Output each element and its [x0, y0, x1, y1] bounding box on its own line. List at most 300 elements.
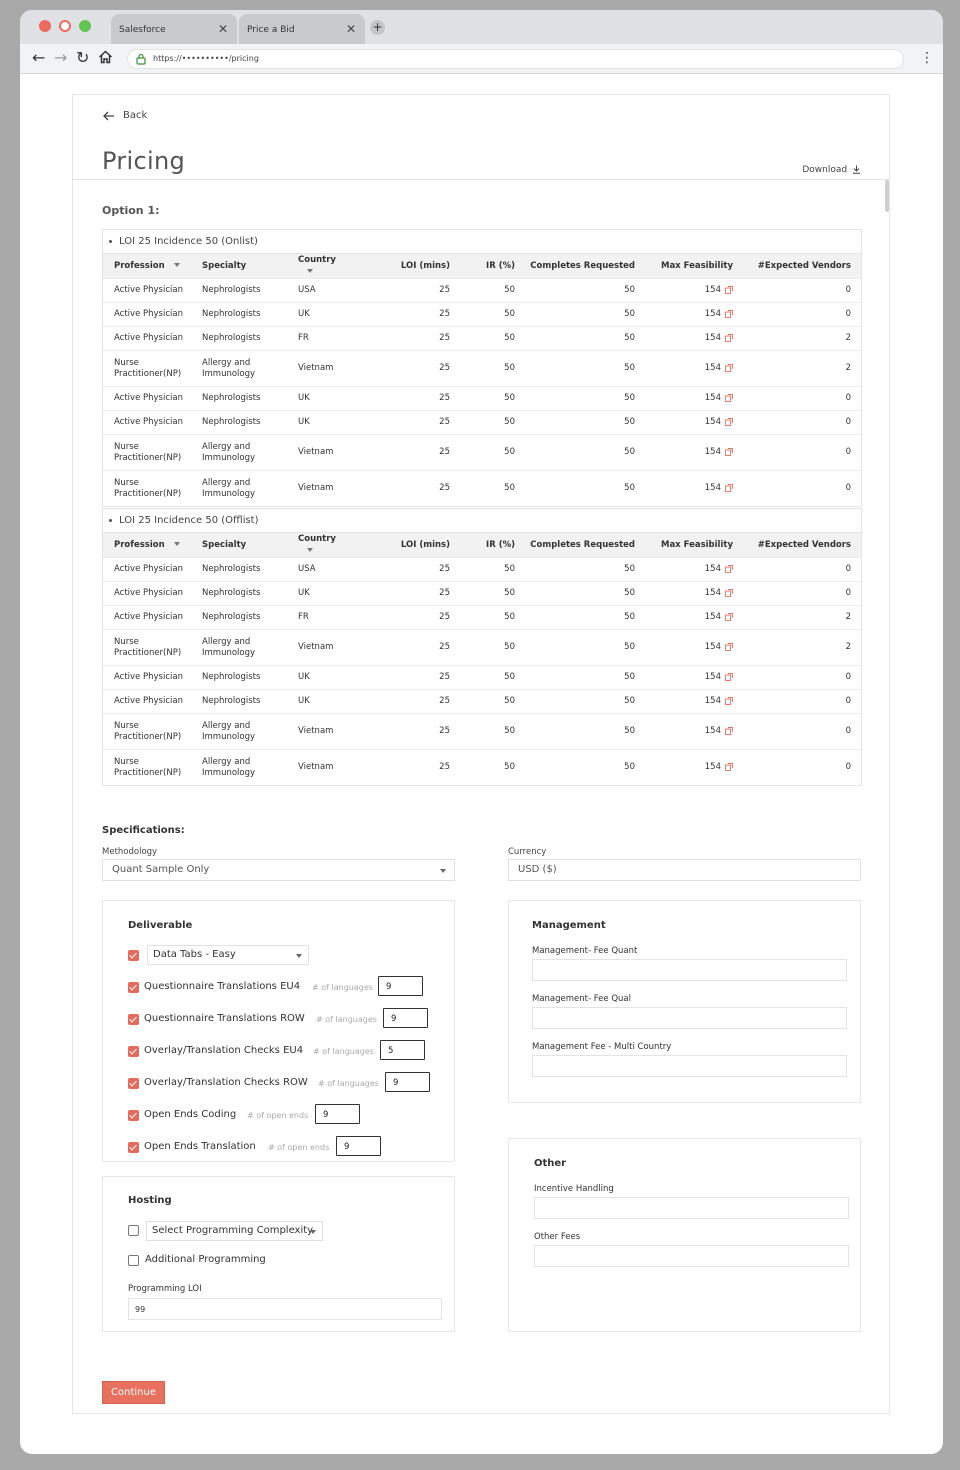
other-title: Other: [534, 1158, 567, 1169]
header-specialty: [192, 261, 288, 272]
sort-icon[interactable]: [307, 269, 313, 273]
table-row: [103, 386, 861, 410]
cell-profession: [103, 478, 192, 500]
cell-loi-value: 25: [439, 393, 450, 403]
cell-ir-value: 50: [504, 612, 515, 622]
sort-icon[interactable]: [307, 548, 313, 552]
cell-loi: [350, 333, 453, 344]
cell-completes: [517, 333, 637, 344]
group-title-text: LOI 25 Incidence 50 (Onlist): [119, 236, 258, 247]
feasibility-icon[interactable]: [725, 763, 733, 771]
header-completes-requested: [517, 540, 637, 551]
programming-complexity-placeholder: Select Programming Complexity: [152, 1225, 314, 1236]
cell-completes-value: 50: [624, 564, 635, 574]
cell-country-value: UK: [298, 696, 310, 706]
cell-ir: [453, 696, 517, 707]
column-label: Country: [298, 255, 336, 265]
deliverable-checkbox[interactable]: [128, 1046, 139, 1057]
cell-ir: [453, 762, 517, 773]
header-profession[interactable]: [103, 540, 192, 551]
cell-country: [288, 612, 350, 623]
cell-profession-value: Active Physician: [114, 285, 183, 295]
cell-ir-value: 50: [504, 393, 515, 403]
cell-feasibility: [637, 483, 739, 494]
cell-feasibility: [637, 363, 739, 374]
cell-loi: [350, 696, 453, 707]
feasibility-icon[interactable]: [725, 364, 733, 372]
sort-icon[interactable]: [174, 263, 180, 267]
cell-specialty: [192, 696, 288, 707]
column-label: Country: [298, 534, 336, 544]
scrollbar[interactable]: [885, 180, 889, 212]
cell-vendors: [739, 447, 861, 458]
cell-feasibility: [637, 417, 739, 428]
management-fee-multi-country-label: Management Fee - Multi Country: [532, 1042, 672, 1052]
cell-ir-value: 50: [504, 696, 515, 706]
other-fees-input[interactable]: [534, 1245, 849, 1267]
deliverable-label: Questionnaire Translations EU4: [144, 981, 301, 992]
reload-icon[interactable]: ↻: [76, 48, 90, 67]
cell-completes: [517, 393, 637, 404]
cell-ir-value: 50: [504, 483, 515, 493]
cell-loi-value: 25: [439, 309, 450, 319]
cell-feasibility: [637, 612, 739, 623]
cell-ir: [453, 672, 517, 683]
methodology-select[interactable]: [102, 859, 455, 881]
cell-feasibility: [637, 309, 739, 320]
cell-specialty-value: Allergy and Immunology: [202, 477, 256, 499]
cell-ir-value: 50: [504, 447, 515, 457]
programming-loi-input[interactable]: [128, 1298, 442, 1320]
cell-profession: [103, 588, 192, 599]
tab-salesforce[interactable]: [111, 14, 237, 44]
column-label: Specialty: [202, 260, 247, 271]
cell-completes: [517, 285, 637, 296]
column-label: Profession: [114, 539, 165, 550]
management-fee-quant-label: Management- Fee Quant: [532, 946, 638, 956]
cell-specialty-value: Nephrologists: [202, 309, 261, 319]
cell-profession-value: Nurse Practitioner(NP): [114, 636, 182, 658]
cell-profession: [103, 358, 192, 380]
cell-specialty: [192, 564, 288, 575]
deliverable-label: Overlay/Translation Checks ROW: [144, 1077, 308, 1088]
cell-ir-value: 50: [504, 333, 515, 343]
cell-country: [288, 483, 350, 494]
cell-vendors: [739, 642, 861, 653]
table-row: [103, 410, 861, 434]
table-row: [103, 749, 861, 785]
cell-ir: [453, 363, 517, 374]
forward-arrow-icon[interactable]: →: [54, 48, 68, 67]
cell-loi-value: 25: [439, 696, 450, 706]
incentive-handling-label: Incentive Handling: [534, 1184, 614, 1194]
browser-window: [20, 10, 943, 1454]
cell-completes: [517, 447, 637, 458]
management-fee-quant-input[interactable]: [532, 959, 847, 981]
feasibility-icon[interactable]: [725, 394, 733, 402]
cell-feasibility-value: 154: [704, 564, 721, 574]
feasibility-icon[interactable]: [725, 310, 733, 318]
group-title-text: LOI 25 Incidence 50 (Offlist): [119, 515, 259, 526]
cell-country: [288, 564, 350, 575]
cell-ir-value: 50: [504, 285, 515, 295]
other-fees-label: Other Fees: [534, 1232, 581, 1242]
column-label: Profession: [114, 260, 165, 271]
cell-loi-value: 25: [439, 726, 450, 736]
deliverable-count-input[interactable]: [336, 1136, 381, 1156]
cell-completes: [517, 363, 637, 374]
data-tabs-value: Data Tabs - Easy: [153, 949, 236, 960]
cell-completes: [517, 588, 637, 599]
cell-specialty-value: Nephrologists: [202, 672, 261, 682]
cell-ir: [453, 726, 517, 737]
cell-vendors-value: 0: [845, 696, 851, 706]
cell-completes-value: 50: [624, 483, 635, 493]
page-title: Pricing: [102, 147, 185, 175]
header-completes-requested: [517, 261, 637, 272]
feasibility-icon[interactable]: [725, 673, 733, 681]
column-label: #Expected Vendors: [757, 260, 851, 271]
feasibility-icon[interactable]: [725, 643, 733, 651]
cell-completes-value: 50: [624, 309, 635, 319]
close-tab-icon[interactable]: ✕: [217, 22, 228, 36]
management-fee-qual-input[interactable]: [532, 1007, 847, 1029]
cell-ir: [453, 612, 517, 623]
cell-country-value: FR: [298, 333, 309, 343]
incentive-handling-input[interactable]: [534, 1197, 849, 1219]
cell-specialty-value: Allergy and Immunology: [202, 441, 256, 463]
cell-specialty: [192, 285, 288, 296]
download-icon: [852, 165, 861, 174]
cell-loi-value: 25: [439, 447, 450, 457]
feasibility-icon[interactable]: [725, 565, 733, 573]
cell-loi: [350, 483, 453, 494]
feasibility-icon[interactable]: [725, 334, 733, 342]
cell-ir: [453, 309, 517, 320]
cell-specialty: [192, 637, 288, 659]
header-profession[interactable]: [103, 261, 192, 272]
cell-profession-value: Active Physician: [114, 672, 183, 682]
sort-icon[interactable]: [174, 542, 180, 546]
cell-ir: [453, 447, 517, 458]
column-label: LOI (mins): [400, 260, 450, 271]
cell-vendors: [739, 696, 861, 707]
cell-profession: [103, 393, 192, 404]
management-fee-qual-label: Management- Fee Qual: [532, 994, 631, 1004]
cell-country-value: UK: [298, 309, 310, 319]
column-label: IR (%): [486, 539, 515, 550]
column-label: Max Feasibility: [660, 260, 733, 271]
cell-country-value: Vietnam: [298, 726, 334, 736]
table-row: [103, 629, 861, 665]
management-card: [508, 900, 861, 1103]
cell-profession-value: Active Physician: [114, 393, 183, 403]
table-row: [103, 434, 861, 470]
header-expected-vendors: [739, 540, 861, 551]
deliverable-checkbox[interactable]: [128, 1110, 139, 1121]
cell-completes-value: 50: [624, 393, 635, 403]
table-row: [103, 665, 861, 689]
cell-ir-value: 50: [504, 672, 515, 682]
deliverable-count-value: 9: [393, 1078, 399, 1088]
deliverable-checkbox[interactable]: [128, 1014, 139, 1025]
feasibility-icon[interactable]: [725, 286, 733, 294]
cell-feasibility-value: 154: [704, 696, 721, 706]
column-label: Specialty: [202, 539, 247, 550]
cell-country: [288, 447, 350, 458]
cell-ir-value: 50: [504, 588, 515, 598]
cell-feasibility-value: 154: [704, 762, 721, 772]
cell-specialty: [192, 757, 288, 779]
programming-complexity-checkbox[interactable]: [128, 1225, 139, 1236]
cell-profession-value: Active Physician: [114, 417, 183, 427]
header-expected-vendors: [739, 261, 861, 272]
cell-loi: [350, 447, 453, 458]
cell-country-value: UK: [298, 672, 310, 682]
chevron-down-icon: [440, 869, 446, 873]
cell-vendors: [739, 612, 861, 623]
deliverable-label: Open Ends Coding: [144, 1109, 237, 1120]
cell-specialty: [192, 588, 288, 599]
cell-vendors-value: 0: [845, 672, 851, 682]
tab-price-a-bid[interactable]: [239, 14, 365, 44]
cell-profession-value: Active Physician: [114, 564, 183, 574]
cell-vendors: [739, 762, 861, 773]
header-country[interactable]: [288, 534, 350, 556]
cell-vendors-value: 2: [845, 612, 851, 622]
table-row: [103, 557, 861, 581]
cell-specialty-value: Allergy and Immunology: [202, 636, 256, 658]
cell-vendors-value: 0: [845, 417, 851, 427]
table-row: [103, 302, 861, 326]
cell-country-value: UK: [298, 393, 310, 403]
cell-ir-value: 50: [504, 309, 515, 319]
cell-profession-value: Active Physician: [114, 333, 183, 343]
cell-feasibility-value: 154: [704, 588, 721, 598]
cell-specialty-value: Allergy and Immunology: [202, 357, 256, 379]
programming-complexity-select[interactable]: [146, 1221, 323, 1241]
lock-icon: [136, 53, 146, 65]
cell-feasibility-value: 154: [704, 642, 721, 652]
feasibility-icon[interactable]: [725, 484, 733, 492]
cell-profession: [103, 637, 192, 659]
cell-loi: [350, 393, 453, 404]
cell-vendors-value: 0: [845, 762, 851, 772]
cell-feasibility: [637, 762, 739, 773]
cell-loi-value: 25: [439, 285, 450, 295]
header-max-feasibility: [637, 261, 739, 272]
cell-feasibility: [637, 564, 739, 575]
minimize-window-button[interactable]: [59, 20, 71, 32]
feasibility-icon[interactable]: [725, 697, 733, 705]
cell-loi: [350, 363, 453, 374]
table-row: [103, 470, 861, 506]
cell-feasibility: [637, 393, 739, 404]
cell-completes: [517, 309, 637, 320]
deliverable-count-value: 9: [344, 1142, 350, 1152]
cell-country-value: USA: [298, 564, 316, 574]
cell-vendors: [739, 483, 861, 494]
methodology-value: Quant Sample Only: [112, 864, 210, 875]
deliverable-hint: # of open ends: [268, 1143, 330, 1152]
table-row: [103, 689, 861, 713]
group-title: [103, 229, 861, 253]
column-label: Completes Requested: [530, 260, 635, 271]
browser-menu-icon[interactable]: ⋮: [920, 50, 934, 66]
group-title: [103, 508, 861, 532]
cell-vendors-value: 2: [845, 642, 851, 652]
cell-loi-value: 25: [439, 588, 450, 598]
maximize-window-button[interactable]: [79, 20, 91, 32]
pricing-table-onlist: [102, 229, 862, 507]
cell-completes-value: 50: [624, 762, 635, 772]
arrow-left-icon: [103, 111, 115, 121]
cell-country-value: Vietnam: [298, 483, 334, 493]
deliverable-hint: # of languages: [312, 983, 373, 992]
additional-programming-checkbox[interactable]: [128, 1255, 139, 1266]
cell-loi-value: 25: [439, 483, 450, 493]
cell-specialty: [192, 309, 288, 320]
cell-specialty-value: Nephrologists: [202, 417, 261, 427]
deliverable-title: Deliverable: [128, 920, 193, 931]
cell-completes-value: 50: [624, 285, 635, 295]
cell-vendors-value: 0: [845, 393, 851, 403]
cell-vendors: [739, 672, 861, 683]
cell-country-value: UK: [298, 588, 310, 598]
cell-vendors: [739, 309, 861, 320]
cell-specialty-value: Nephrologists: [202, 588, 261, 598]
cell-profession-value: Nurse Practitioner(NP): [114, 477, 182, 499]
close-window-button[interactable]: [39, 20, 51, 32]
cell-country: [288, 363, 350, 374]
continue-button[interactable]: Continue: [102, 1381, 165, 1404]
cell-profession-value: Nurse Practitioner(NP): [114, 357, 182, 379]
tab-title: Salesforce: [119, 25, 166, 35]
cell-specialty: [192, 672, 288, 683]
cell-completes-value: 50: [624, 333, 635, 343]
cell-country: [288, 588, 350, 599]
cell-specialty-value: Nephrologists: [202, 612, 261, 622]
cell-feasibility-value: 154: [704, 726, 721, 736]
back-label: Back: [123, 110, 148, 121]
programming-loi-value: 99: [135, 1305, 146, 1314]
cell-specialty-value: Nephrologists: [202, 393, 261, 403]
data-tabs-checkbox[interactable]: [128, 950, 139, 961]
column-label: #Expected Vendors: [757, 539, 851, 550]
cell-vendors: [739, 564, 861, 575]
deliverable-count-input[interactable]: [383, 1008, 428, 1028]
cell-specialty-value: Nephrologists: [202, 333, 261, 343]
cell-feasibility: [637, 696, 739, 707]
cell-specialty-value: Allergy and Immunology: [202, 720, 256, 742]
home-icon[interactable]: [98, 50, 113, 68]
cell-completes: [517, 726, 637, 737]
feasibility-icon[interactable]: [725, 418, 733, 426]
cell-loi: [350, 417, 453, 428]
cell-feasibility: [637, 726, 739, 737]
deliverable-count-input[interactable]: [385, 1072, 430, 1092]
cell-ir-value: 50: [504, 726, 515, 736]
feasibility-icon[interactable]: [725, 613, 733, 621]
deliverable-count-input[interactable]: [378, 976, 423, 996]
cell-country: [288, 333, 350, 344]
cell-country-value: Vietnam: [298, 762, 334, 772]
cell-feasibility-value: 154: [704, 483, 721, 493]
currency-value: USD ($): [518, 864, 557, 875]
table-header-row: [103, 253, 861, 278]
cell-vendors-value: 0: [845, 588, 851, 598]
deliverable-count-value: 5: [388, 1046, 394, 1056]
cell-country: [288, 642, 350, 653]
cell-feasibility-value: 154: [704, 285, 721, 295]
deliverable-checkbox[interactable]: [128, 1078, 139, 1089]
cell-completes-value: 50: [624, 588, 635, 598]
cell-completes: [517, 564, 637, 575]
cell-country: [288, 762, 350, 773]
cell-profession: [103, 564, 192, 575]
deliverable-label: Questionnaire Translations ROW: [144, 1013, 305, 1024]
feasibility-icon[interactable]: [725, 589, 733, 597]
cell-specialty: [192, 393, 288, 404]
cell-ir: [453, 642, 517, 653]
cell-completes-value: 50: [624, 447, 635, 457]
pricing-table-offlist: [102, 508, 862, 786]
currency-field[interactable]: [508, 859, 861, 881]
deliverable-count-input[interactable]: [380, 1040, 425, 1060]
cell-completes-value: 50: [624, 642, 635, 652]
deliverable-count-input[interactable]: [315, 1104, 360, 1124]
close-tab-icon[interactable]: ✕: [345, 22, 356, 36]
back-link[interactable]: [103, 110, 147, 121]
deliverable-count-value: 9: [323, 1110, 329, 1120]
cell-ir: [453, 483, 517, 494]
cell-profession: [103, 672, 192, 683]
cell-completes: [517, 762, 637, 773]
cell-country-value: Vietnam: [298, 363, 334, 373]
header-ir: [453, 540, 517, 551]
header-ir: [453, 261, 517, 272]
feasibility-icon[interactable]: [725, 727, 733, 735]
cell-loi: [350, 285, 453, 296]
back-arrow-icon[interactable]: ←: [32, 48, 46, 67]
cell-vendors-value: 0: [845, 285, 851, 295]
cell-completes: [517, 672, 637, 683]
cell-vendors: [739, 726, 861, 737]
new-tab-button[interactable]: +: [370, 20, 385, 35]
cell-ir: [453, 285, 517, 296]
data-tabs-select[interactable]: [147, 945, 309, 965]
programming-loi-label: Programming LOI: [128, 1284, 202, 1294]
deliverable-checkbox[interactable]: [128, 1142, 139, 1153]
header-loi: [350, 540, 453, 551]
feasibility-icon[interactable]: [725, 448, 733, 456]
header-country[interactable]: [288, 255, 350, 277]
deliverable-count-value: 9: [386, 982, 392, 992]
table-row: [103, 350, 861, 386]
download-label: Download: [802, 165, 848, 175]
cell-loi: [350, 612, 453, 623]
cell-specialty: [192, 442, 288, 464]
cell-specialty: [192, 612, 288, 623]
management-fee-multi-country-input[interactable]: [532, 1055, 847, 1077]
cell-ir: [453, 564, 517, 575]
cell-vendors-value: 2: [845, 363, 851, 373]
deliverable-checkbox[interactable]: [128, 982, 139, 993]
chevron-down-icon: [296, 954, 302, 958]
cell-feasibility: [637, 333, 739, 344]
url-field[interactable]: [127, 49, 904, 69]
download-link[interactable]: [802, 165, 861, 175]
